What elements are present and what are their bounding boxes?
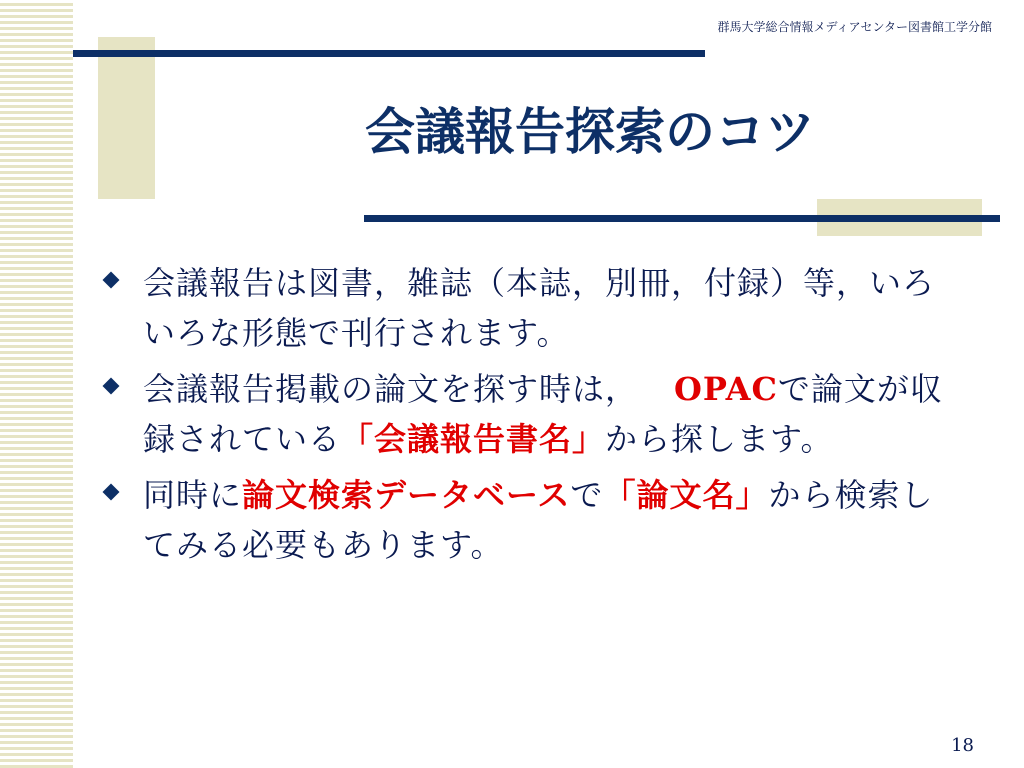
- diamond-bullet-icon: [103, 484, 120, 501]
- bullet-text: で論文が収録されている: [143, 370, 943, 458]
- bullet-item-database-search: [103, 470, 963, 570]
- opac-emphasis: OPAC: [674, 370, 778, 408]
- bullet-item-opac-search: [103, 364, 963, 464]
- title-rule-top: [73, 50, 705, 57]
- page-number: 18: [951, 735, 974, 756]
- bullet-text: から探します。: [605, 420, 834, 458]
- diamond-bullet-icon: [103, 378, 120, 395]
- bullet-text: 会議報告は図書，雑誌（本誌，別冊，付録）等，いろいろな形態で刊行されます。: [143, 264, 936, 352]
- database-emphasis: 論文検索データベース: [242, 476, 571, 514]
- title-accent-block: [98, 37, 155, 199]
- title-rule-bottom: [364, 215, 1000, 222]
- article-title-emphasis: 「論文名」: [603, 476, 769, 514]
- bullet-text: 会議報告掲載の論文を探す時は，: [143, 370, 639, 408]
- diamond-bullet-icon: [103, 272, 120, 289]
- bullet-item-publication-forms: [103, 258, 963, 358]
- bullet-text: で: [570, 476, 604, 514]
- institution-header: 群馬大学総合情報メディアセンター図書館工学分館: [717, 20, 992, 34]
- slide-title: 会議報告探索のコツ: [365, 103, 815, 161]
- proceedings-title-emphasis: 「会議報告書名」: [341, 420, 606, 458]
- decorative-stripes: [0, 0, 73, 768]
- bullet-list: [103, 258, 963, 576]
- bullet-text: 同時に: [143, 476, 243, 514]
- bullet-text: から検索してみる必要もあります。: [143, 476, 934, 564]
